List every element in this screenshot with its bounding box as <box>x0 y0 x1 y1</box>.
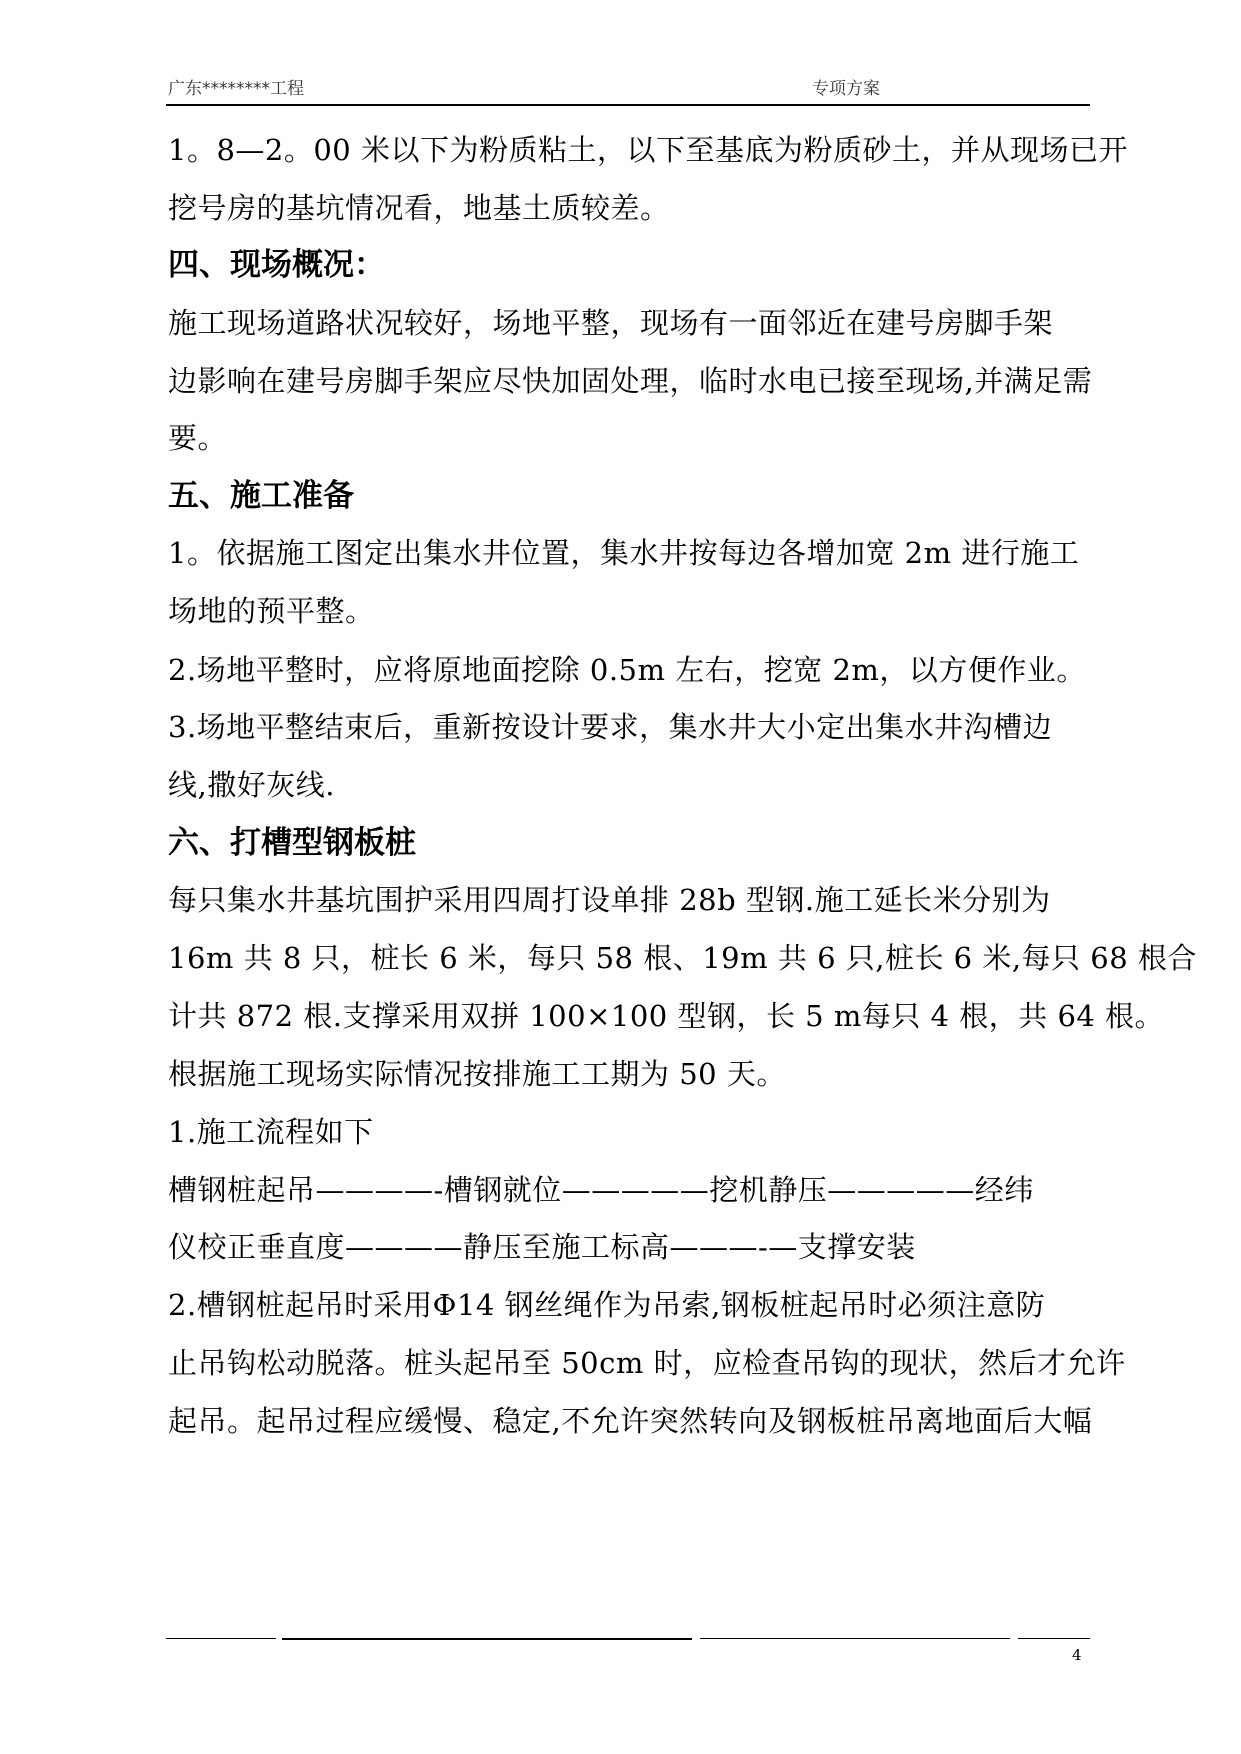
flow-line: 槽钢桩起吊————-槽钢就位—————挖机静压—————经纬 <box>168 1173 1034 1207</box>
paragraph-line: 线,撒好灰线. <box>168 768 335 802</box>
section-heading-6: 六、打槽型钢板桩 <box>168 825 416 861</box>
paragraph-line: 止吊钩松动脱落。桩头起吊至 50cm 时，应检查吊钩的现状，然后才允许 <box>168 1346 1126 1380</box>
paragraph-line: 施工现场道路状况较好，场地平整，现场有一面邻近在建号房脚手架 <box>168 306 1054 340</box>
header-divider <box>166 104 1090 106</box>
paragraph-line: 2.场地平整时，应将原地面挖除 0.5m 左右，挖宽 2m，以方便作业。 <box>168 653 1086 687</box>
paragraph-line: 1。依据施工图定出集水井位置，集水井按每边各增加宽 2m 进行施工 <box>168 536 1080 570</box>
header-right-title: 专项方案 <box>812 79 880 99</box>
paragraph-line: 3.场地平整结束后，重新按设计要求，集水井大小定出集水井沟槽边 <box>168 710 1053 744</box>
page-number: 4 <box>1072 1646 1082 1664</box>
footer-divider-main <box>282 1638 692 1640</box>
paragraph-line: 每只集水井基坑围护采用四周打设单排 28b 型钢.施工延长米分别为 <box>168 883 1051 917</box>
section-heading-4: 四、现场概况： <box>168 247 385 283</box>
paragraph-line: 挖号房的基坑情况看，地基土质较差。 <box>168 191 670 225</box>
paragraph-line: 要。 <box>168 421 228 455</box>
paragraph-line: 计共 872 根.支撑采用双拼 100×100 型钢，长 5 m每只 4 根，共 64 根。 <box>168 999 1165 1033</box>
section-heading-5: 五、施工准备 <box>168 478 354 514</box>
flow-line: 仪校正垂直度————静压至施工标高———-—支撑安装 <box>168 1230 916 1264</box>
paragraph-line: 起吊。起吊过程应缓慢、稳定,不允许突然转向及钢板桩吊离地面后大幅 <box>168 1404 1093 1438</box>
paragraph-line: 场地的预平整。 <box>168 594 375 628</box>
paragraph-line: 根据施工现场实际情况按排施工工期为 50 天。 <box>168 1057 786 1091</box>
header-left-title: 广东********工程 <box>168 79 304 99</box>
footer-divider-middle <box>700 1638 1010 1639</box>
paragraph-line: 1.施工流程如下 <box>168 1115 374 1149</box>
paragraph-line: 1。8—2。00 米以下为粉质粘土，以下至基底为粉质砂土，并从现场已开 <box>168 133 1128 167</box>
paragraph-line: 2.槽钢桩起吊时采用Φ14 钢丝绳作为吊索,钢板桩起吊时必须注意防 <box>168 1288 1046 1322</box>
paragraph-line: 16m 共 8 只，桩长 6 米，每只 58 根、19m 共 6 只,桩长 6 米,每只 68 根合 <box>168 941 1197 975</box>
footer-divider-left <box>166 1638 276 1639</box>
paragraph-line: 边影响在建号房脚手架应尽快加固处理，临时水电已接至现场,并满足需 <box>168 364 1093 398</box>
footer-divider-right <box>1018 1638 1090 1639</box>
